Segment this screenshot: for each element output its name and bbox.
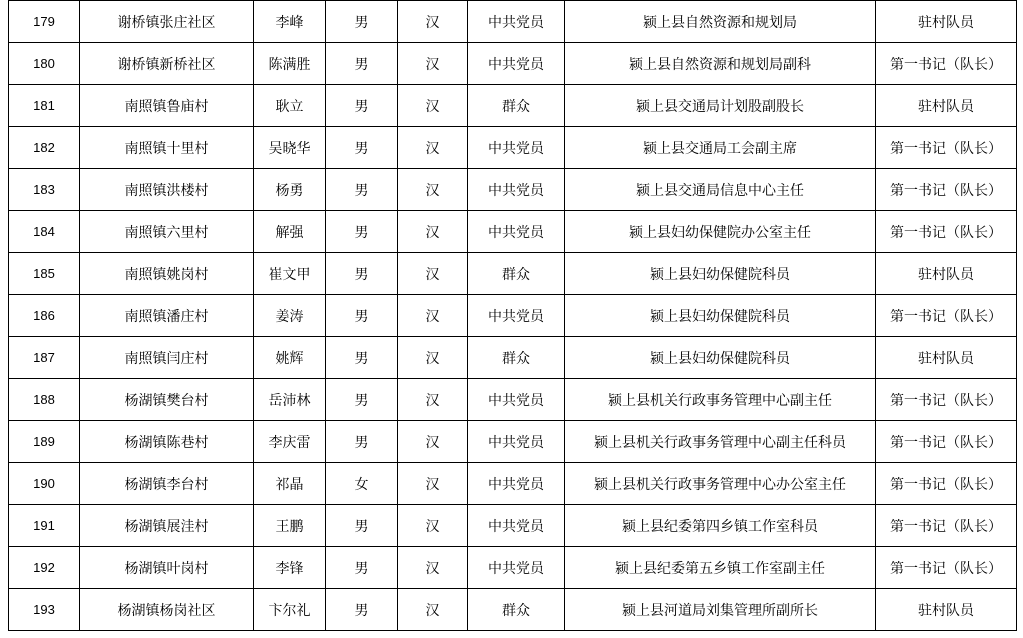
cell-gender: 男 (326, 505, 398, 547)
table-row (9, 295, 1017, 337)
cell-role: 第一书记（队长） (876, 421, 1017, 463)
cell-gender: 男 (326, 85, 398, 127)
cell-gender: 男 (326, 43, 398, 85)
cell-village: 杨湖镇陈巷村 (80, 421, 254, 463)
cell-gender: 男 (326, 211, 398, 253)
cell-unit-position: 颍上县自然资源和规划局副科 (565, 43, 876, 85)
cell-ethnicity: 汉 (398, 85, 468, 127)
cell-role: 驻村队员 (876, 253, 1017, 295)
cell-unit-position: 颍上县妇幼保健院科员 (565, 253, 876, 295)
cell-unit-position: 颍上县妇幼保健院科员 (565, 295, 876, 337)
cell-unit-position: 颍上县河道局刘集管理所副所长 (565, 589, 876, 631)
cell-name: 姜涛 (254, 295, 326, 337)
cell-political-status: 群众 (468, 589, 565, 631)
table-row (9, 1, 1017, 43)
table-row (9, 421, 1017, 463)
cell-role: 第一书记（队长） (876, 169, 1017, 211)
cell-role: 第一书记（队长） (876, 547, 1017, 589)
cell-village: 杨湖镇李台村 (80, 463, 254, 505)
cell-ethnicity: 汉 (398, 337, 468, 379)
cell-name: 卞尔礼 (254, 589, 326, 631)
cell-political-status: 中共党员 (468, 43, 565, 85)
cell-village: 杨湖镇展洼村 (80, 505, 254, 547)
cell-number: 189 (9, 421, 80, 463)
cell-unit-position: 颍上县交通局工会副主席 (565, 127, 876, 169)
cell-ethnicity: 汉 (398, 211, 468, 253)
cell-number: 185 (9, 253, 80, 295)
cell-ethnicity: 汉 (398, 253, 468, 295)
cell-number: 188 (9, 379, 80, 421)
cell-gender: 男 (326, 547, 398, 589)
cell-unit-position: 颍上县机关行政事务管理中心副主任科员 (565, 421, 876, 463)
cell-unit-position: 颍上县自然资源和规划局 (565, 1, 876, 43)
cell-gender: 男 (326, 127, 398, 169)
cell-name: 岳沛林 (254, 379, 326, 421)
cell-gender: 男 (326, 421, 398, 463)
cell-political-status: 中共党员 (468, 379, 565, 421)
cell-name: 耿立 (254, 85, 326, 127)
cell-ethnicity: 汉 (398, 421, 468, 463)
cell-role: 第一书记（队长） (876, 43, 1017, 85)
cell-unit-position: 颍上县机关行政事务管理中心副主任 (565, 379, 876, 421)
cell-role: 第一书记（队长） (876, 295, 1017, 337)
cell-ethnicity: 汉 (398, 43, 468, 85)
cell-village: 南照镇鲁庙村 (80, 85, 254, 127)
cell-village: 谢桥镇新桥社区 (80, 43, 254, 85)
cell-role: 驻村队员 (876, 589, 1017, 631)
cell-gender: 男 (326, 589, 398, 631)
cell-political-status: 中共党员 (468, 421, 565, 463)
cell-role: 驻村队员 (876, 1, 1017, 43)
cell-name: 祁晶 (254, 463, 326, 505)
table-body (9, 1, 1017, 631)
cell-ethnicity: 汉 (398, 127, 468, 169)
table-row (9, 337, 1017, 379)
personnel-table (8, 0, 1017, 631)
cell-ethnicity: 汉 (398, 169, 468, 211)
cell-political-status: 中共党员 (468, 463, 565, 505)
cell-gender: 女 (326, 463, 398, 505)
table-row (9, 589, 1017, 631)
cell-political-status: 中共党员 (468, 211, 565, 253)
cell-role: 第一书记（队长） (876, 463, 1017, 505)
cell-name: 崔文甲 (254, 253, 326, 295)
cell-name: 李锋 (254, 547, 326, 589)
cell-number: 184 (9, 211, 80, 253)
cell-number: 180 (9, 43, 80, 85)
cell-role: 第一书记（队长） (876, 505, 1017, 547)
cell-number: 183 (9, 169, 80, 211)
cell-gender: 男 (326, 337, 398, 379)
cell-political-status: 中共党员 (468, 505, 565, 547)
cell-gender: 男 (326, 169, 398, 211)
table-row (9, 43, 1017, 85)
table-row (9, 127, 1017, 169)
cell-village: 谢桥镇张庄社区 (80, 1, 254, 43)
cell-unit-position: 颍上县交通局计划股副股长 (565, 85, 876, 127)
cell-village: 杨湖镇叶岗村 (80, 547, 254, 589)
cell-village: 杨湖镇杨岗社区 (80, 589, 254, 631)
cell-unit-position: 颍上县机关行政事务管理中心办公室主任 (565, 463, 876, 505)
cell-political-status: 中共党员 (468, 1, 565, 43)
cell-political-status: 中共党员 (468, 295, 565, 337)
cell-ethnicity: 汉 (398, 1, 468, 43)
cell-ethnicity: 汉 (398, 295, 468, 337)
cell-role: 第一书记（队长） (876, 379, 1017, 421)
cell-political-status: 中共党员 (468, 169, 565, 211)
cell-name: 李庆雷 (254, 421, 326, 463)
table-row (9, 169, 1017, 211)
cell-number: 179 (9, 1, 80, 43)
cell-name: 杨勇 (254, 169, 326, 211)
cell-ethnicity: 汉 (398, 547, 468, 589)
cell-village: 南照镇十里村 (80, 127, 254, 169)
cell-gender: 男 (326, 295, 398, 337)
cell-political-status: 中共党员 (468, 547, 565, 589)
cell-ethnicity: 汉 (398, 379, 468, 421)
cell-village: 南照镇姚岗村 (80, 253, 254, 295)
cell-gender: 男 (326, 1, 398, 43)
cell-unit-position: 颍上县纪委第五乡镇工作室副主任 (565, 547, 876, 589)
cell-unit-position: 颍上县妇幼保健院办公室主任 (565, 211, 876, 253)
cell-village: 杨湖镇樊台村 (80, 379, 254, 421)
cell-political-status: 群众 (468, 337, 565, 379)
cell-political-status: 群众 (468, 253, 565, 295)
cell-name: 吴晓华 (254, 127, 326, 169)
cell-number: 192 (9, 547, 80, 589)
cell-ethnicity: 汉 (398, 589, 468, 631)
cell-number: 190 (9, 463, 80, 505)
cell-unit-position: 颍上县纪委第四乡镇工作室科员 (565, 505, 876, 547)
table-row (9, 505, 1017, 547)
cell-number: 181 (9, 85, 80, 127)
cell-ethnicity: 汉 (398, 463, 468, 505)
cell-number: 193 (9, 589, 80, 631)
cell-role: 第一书记（队长） (876, 127, 1017, 169)
cell-number: 186 (9, 295, 80, 337)
cell-village: 南照镇六里村 (80, 211, 254, 253)
cell-ethnicity: 汉 (398, 505, 468, 547)
cell-role: 第一书记（队长） (876, 211, 1017, 253)
cell-name: 李峰 (254, 1, 326, 43)
cell-political-status: 中共党员 (468, 127, 565, 169)
table-row (9, 253, 1017, 295)
cell-gender: 男 (326, 253, 398, 295)
cell-role: 驻村队员 (876, 337, 1017, 379)
table-row (9, 379, 1017, 421)
cell-village: 南照镇洪楼村 (80, 169, 254, 211)
table-row (9, 547, 1017, 589)
cell-role: 驻村队员 (876, 85, 1017, 127)
cell-village: 南照镇闫庄村 (80, 337, 254, 379)
table-row (9, 85, 1017, 127)
cell-unit-position: 颍上县妇幼保健院科员 (565, 337, 876, 379)
cell-name: 陈满胜 (254, 43, 326, 85)
cell-gender: 男 (326, 379, 398, 421)
cell-number: 182 (9, 127, 80, 169)
table-row (9, 211, 1017, 253)
cell-village: 南照镇潘庄村 (80, 295, 254, 337)
cell-name: 王鹏 (254, 505, 326, 547)
cell-name: 解强 (254, 211, 326, 253)
cell-unit-position: 颍上县交通局信息中心主任 (565, 169, 876, 211)
cell-number: 187 (9, 337, 80, 379)
table-row (9, 463, 1017, 505)
cell-number: 191 (9, 505, 80, 547)
cell-name: 姚辉 (254, 337, 326, 379)
cell-political-status: 群众 (468, 85, 565, 127)
